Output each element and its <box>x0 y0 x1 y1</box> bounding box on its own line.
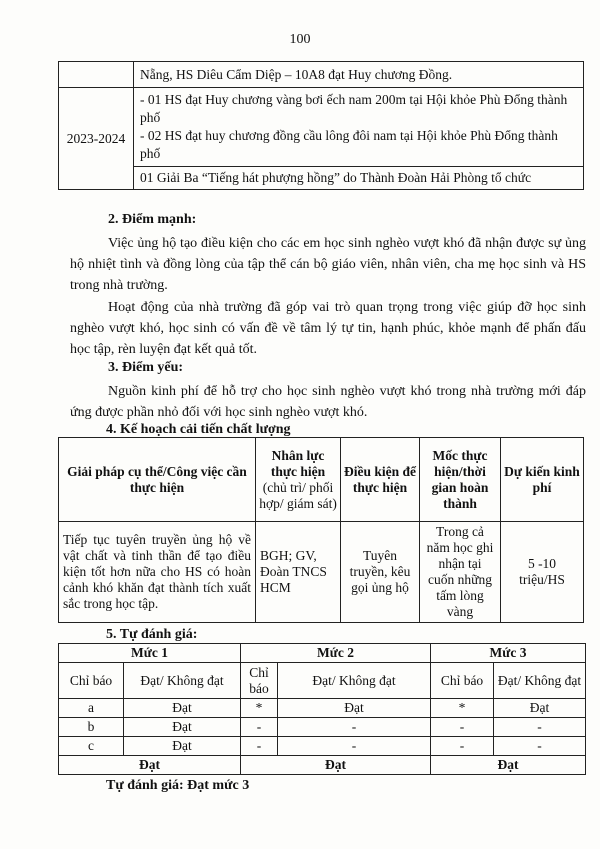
strengths-heading: 2. Điểm mạnh: <box>108 212 197 227</box>
level-3-summary: Đạt <box>431 756 586 775</box>
col-header-budget: Dự kiến kinh phí <box>501 438 584 522</box>
col-header-solution: Giải pháp cụ thể/Công việc cần thực hiện <box>59 438 256 522</box>
col-header-staff-title: Nhân lực thực hiện <box>270 447 326 479</box>
year-cell: 2023-2024 <box>59 88 134 190</box>
award-text <box>134 88 584 167</box>
plan-table <box>58 437 584 623</box>
eval-cell: Đạt <box>124 737 241 756</box>
weaknesses-para: Nguồn kinh phí để hỗ trợ cho học sinh nghèo vượt khó trong nhà trường mới đáp ứng được phần nhỏ đối với học sinh nghèo vượt khó. <box>70 384 586 420</box>
eval-cell: Đạt <box>124 699 241 718</box>
plan-heading: 4. Kế hoạch cải tiến chất lượng <box>106 422 291 437</box>
eval-cell: Đạt <box>124 718 241 737</box>
col-header-staff-note: (chủ trì/ phối hợp/ giám sát) <box>259 479 337 511</box>
award-text: 01 Giải Ba “Tiếng hát phượng hồng” do Thành Đoàn Hải Phòng tổ chức <box>134 167 584 190</box>
indicator-header: Chỉ báo <box>59 663 124 699</box>
eval-cell: - <box>278 737 431 756</box>
eval-cell: - <box>494 718 586 737</box>
indicator-header: Chỉ báo <box>241 663 278 699</box>
level-2-summary: Đạt <box>241 756 431 775</box>
awards-table <box>58 61 584 190</box>
award-text: Nẵng, HS Diêu Cẩm Diệp – 10A8 đạt Huy chương Đồng. <box>134 62 584 88</box>
weaknesses-heading: 3. Điểm yếu: <box>108 360 184 375</box>
eval-cell: - <box>241 737 278 756</box>
award-line: - 02 HS đạt huy chương đồng cầu lông đôi nam tại Hội khỏe Phù Đổng thành phố <box>140 128 558 161</box>
eval-cell: * <box>431 699 494 718</box>
level-1-header: Mức 1 <box>59 644 241 663</box>
plan-staff: BGH; GV, Đoàn TNCS HCM <box>256 522 341 623</box>
eval-cell: * <box>241 699 278 718</box>
eval-cell: - <box>241 718 278 737</box>
eval-cell: - <box>494 737 586 756</box>
self-eval-heading: 5. Tự đánh giá: <box>106 627 198 642</box>
plan-milestone: Trong cả năm học ghi nhận tại cuốn những tấm lòng vàng <box>420 522 501 623</box>
eval-cell: Đạt <box>278 699 431 718</box>
level-1-summary: Đạt <box>59 756 241 775</box>
plan-budget: 5 -10 triệu/HS <box>501 522 584 623</box>
eval-cell: b <box>59 718 124 737</box>
eval-cell: Đạt <box>494 699 586 718</box>
col-header-staff <box>256 438 341 522</box>
eval-cell: a <box>59 699 124 718</box>
col-header-milestone: Mốc thực hiện/thời gian hoàn thành <box>420 438 501 522</box>
self-eval-table <box>58 643 586 775</box>
eval-cell: - <box>431 737 494 756</box>
page-number: 100 <box>289 32 311 47</box>
level-2-header: Mức 2 <box>241 644 431 663</box>
eval-cell: - <box>431 718 494 737</box>
result-header: Đạt/ Không đạt <box>278 663 431 699</box>
self-eval-conclusion: Tự đánh giá: Đạt mức 3 <box>106 778 250 793</box>
result-header: Đạt/ Không đạt <box>494 663 586 699</box>
strengths-para-2: Hoạt động của nhà trường đã góp vai trò quan trọng trong việc giúp đỡ học sinh nghèo vượt khó, học sinh có vấn đề về tâm lý tự tin, hạnh phúc, khỏe mạnh để phấn đấu học tập, rèn luyện đạt kết quả tốt. <box>70 300 586 357</box>
result-header: Đạt/ Không đạt <box>124 663 241 699</box>
level-3-header: Mức 3 <box>431 644 586 663</box>
eval-cell: c <box>59 737 124 756</box>
strengths-para-1: Việc ủng hộ tạo điều kiện cho các em học sinh nghèo vượt khó đã nhận được sự ủng hộ nhiệt tình và đồng lòng của tập thể cán bộ giáo viên, nhân viên, cha mẹ học sinh và HS trong nhà trường. <box>70 236 586 293</box>
award-line: - 01 HS đạt Huy chương vàng bơi ếch nam 200m tại Hội khỏe Phù Đổng thành phố <box>140 92 568 125</box>
plan-solution: Tiếp tục tuyên truyền ủng hộ về vật chất và tinh thần để tạo điều kiện tốt hơn nữa cho HS có hoàn cảnh khó khăn đạt thành tích xuất sắc trong học tập. <box>59 522 256 623</box>
eval-cell: - <box>278 718 431 737</box>
plan-condition: Tuyên truyền, kêu gọi ủng hộ <box>341 522 420 623</box>
col-header-condition: Điều kiện để thực hiện <box>341 438 420 522</box>
year-cell-empty <box>59 62 134 88</box>
indicator-header: Chỉ báo <box>431 663 494 699</box>
